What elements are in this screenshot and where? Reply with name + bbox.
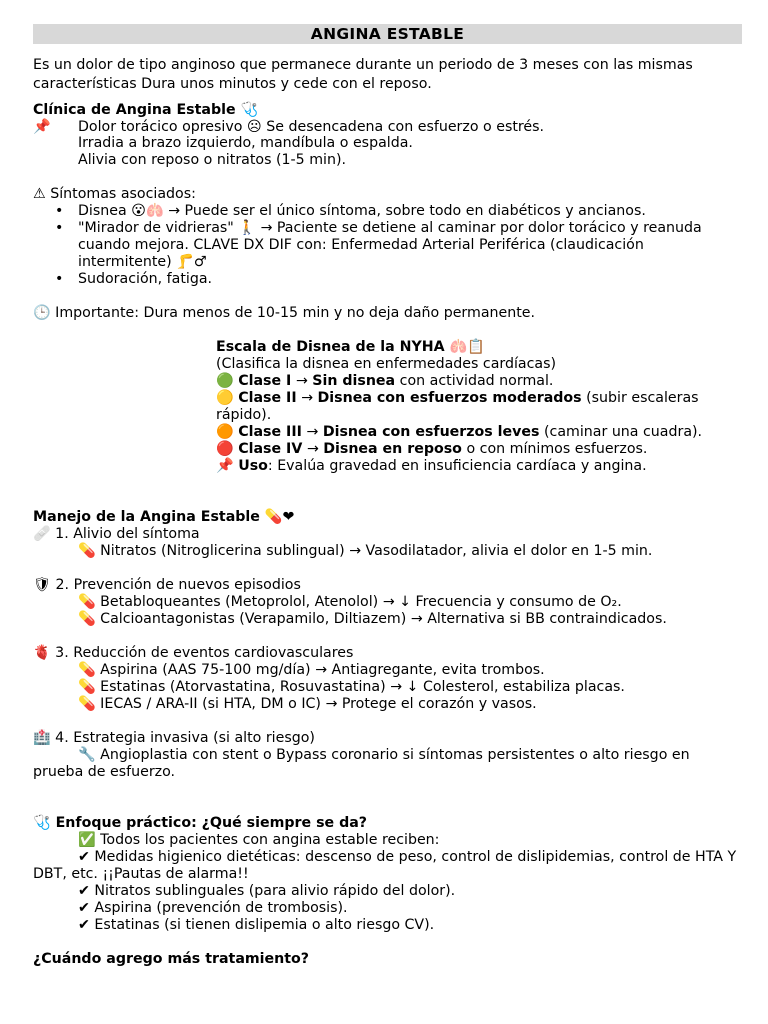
nyha-class-3: 🟠 Clase III → Disnea con esfuerzos leves (caminar una cuadra).: [216, 424, 703, 440]
list-item: 💊 IECAS / ARA-II (si HTA, DM o IC) → Protege el corazón y vasos.: [78, 696, 537, 712]
enfoque-section: [33, 815, 742, 934]
yellow-circle-icon: 🟡: [216, 390, 234, 406]
manejo-group-title: 🛡 2. Prevención de nuevos episodios: [33, 577, 301, 593]
importante-note: 🕒 Importante: Dura menos de 10-15 min y no deja daño permanente.: [33, 305, 536, 321]
cuando-heading: ¿Cuándo agrego más tratamiento?: [33, 951, 310, 967]
green-circle-icon: 🟢: [216, 373, 234, 389]
manejo-group-title: 🩹 1. Alivio del síntoma: [33, 526, 200, 542]
list-item: ✔ Aspirina (prevención de trombosis).: [78, 900, 348, 916]
clinica-heading: Clínica de Angina Estable 🩺: [33, 102, 259, 118]
document-page: [33, 24, 742, 968]
orange-circle-icon: 🟠: [216, 424, 234, 440]
nyha-class-2: 🟡 Clase II → Disnea con esfuerzos moderados (subir escaleras rápido).: [216, 390, 699, 423]
sintomas-section: [33, 186, 742, 288]
list-item: • "Mirador de vidrieras" 🚶 → Paciente se detiene al caminar por dolor torácico y reanuda cuando mejora. CLAVE DX DIF con: Enfermedad Arterial Periférica (claudicación intermitente) 🦵♂: [33, 220, 742, 271]
nyha-scale: [216, 339, 742, 475]
list-item: 💊 Nitratos (Nitroglicerina sublingual) → Vasodilatador, alivia el dolor en 1-5 min.: [78, 543, 653, 559]
list-item: 💊 Estatinas (Atorvastatina, Rosuvastatina) → ↓ Colesterol, estabiliza placas.: [78, 679, 625, 695]
list-item: ✔ Medidas higienico dietéticas: descenso de peso, control de dislipidemias, control de HTA Y DBT, etc. ¡¡Pautas de alarma!!: [33, 849, 737, 882]
manejo-heading: Manejo de la Angina Estable 💊❤: [33, 509, 295, 525]
list-item: 💊 Calcioantagonistas (Verapamilo, Diltiazem) → Alternativa si BB contraindicados.: [78, 611, 667, 627]
clinica-line-2: Irradia a brazo izquierdo, mandíbula o espalda.: [78, 135, 413, 151]
red-circle-icon: 🔴: [216, 441, 234, 457]
list-item: ✔ Nitratos sublinguales (para alivio rápido del dolor).: [78, 883, 456, 899]
clinica-line-3: Alivia con reposo o nitratos (1-5 min).: [78, 152, 347, 168]
nyha-heading: Escala de Disnea de la NYHA 🫁📋: [216, 339, 485, 355]
clinica-section: [33, 102, 742, 169]
list-item: 🔧 Angioplastia con stent o Bypass coronario si síntomas persistentes o alto riesgo en prueba de esfuerzo.: [33, 747, 690, 780]
nyha-uso: 📌 Uso: Evalúa gravedad en insuficiencia cardíaca y angina.: [216, 458, 647, 474]
nyha-class-4: 🔴 Clase IV → Disnea en reposo o con mínimos esfuerzos.: [216, 441, 648, 457]
intro-paragraph: Es un dolor de tipo anginoso que permanece durante un periodo de 3 meses con las mismas características Dura unos minutos y cede con el reposo.: [33, 57, 693, 92]
list-item: ✔ Estatinas (si tienen dislipemia o alto riesgo CV).: [78, 917, 435, 933]
nyha-class-1: 🟢 Clase I → Sin disnea con actividad normal.: [216, 373, 554, 389]
list-item: 💊 Aspirina (AAS 75-100 mg/día) → Antiagregante, evita trombos.: [78, 662, 545, 678]
manejo-group-title: 🫀 3. Reducción de eventos cardiovasculares: [33, 645, 354, 661]
enfoque-lead: ✅ Todos los pacientes con angina estable reciben:: [78, 832, 440, 848]
document-title: ANGINA ESTABLE: [33, 24, 742, 44]
list-item: • Sudoración, fatiga.: [33, 271, 742, 288]
pin-icon: 📌: [33, 119, 51, 135]
manejo-group-title: 🏥 4. Estrategia invasiva (si alto riesgo): [33, 730, 315, 746]
sintomas-heading: ⚠ Síntomas asociados:: [33, 186, 196, 202]
enfoque-heading: 🩺 Enfoque práctico: ¿Qué siempre se da?: [33, 815, 368, 831]
list-item: 💊 Betabloqueantes (Metoprolol, Atenolol) → ↓ Frecuencia y consumo de O₂.: [78, 594, 622, 610]
nyha-subtitle: (Clasifica la disnea en enfermedades cardíacas): [216, 356, 557, 372]
clinica-line-1: Dolor torácico opresivo ☹ Se desencadena con esfuerzo o estrés.: [78, 119, 545, 135]
list-item: • Disnea 😮🫁 → Puede ser el único síntoma, sobre todo en diabéticos y ancianos.: [33, 203, 742, 220]
manejo-section: [33, 509, 742, 781]
pin-icon: 📌: [216, 458, 234, 474]
